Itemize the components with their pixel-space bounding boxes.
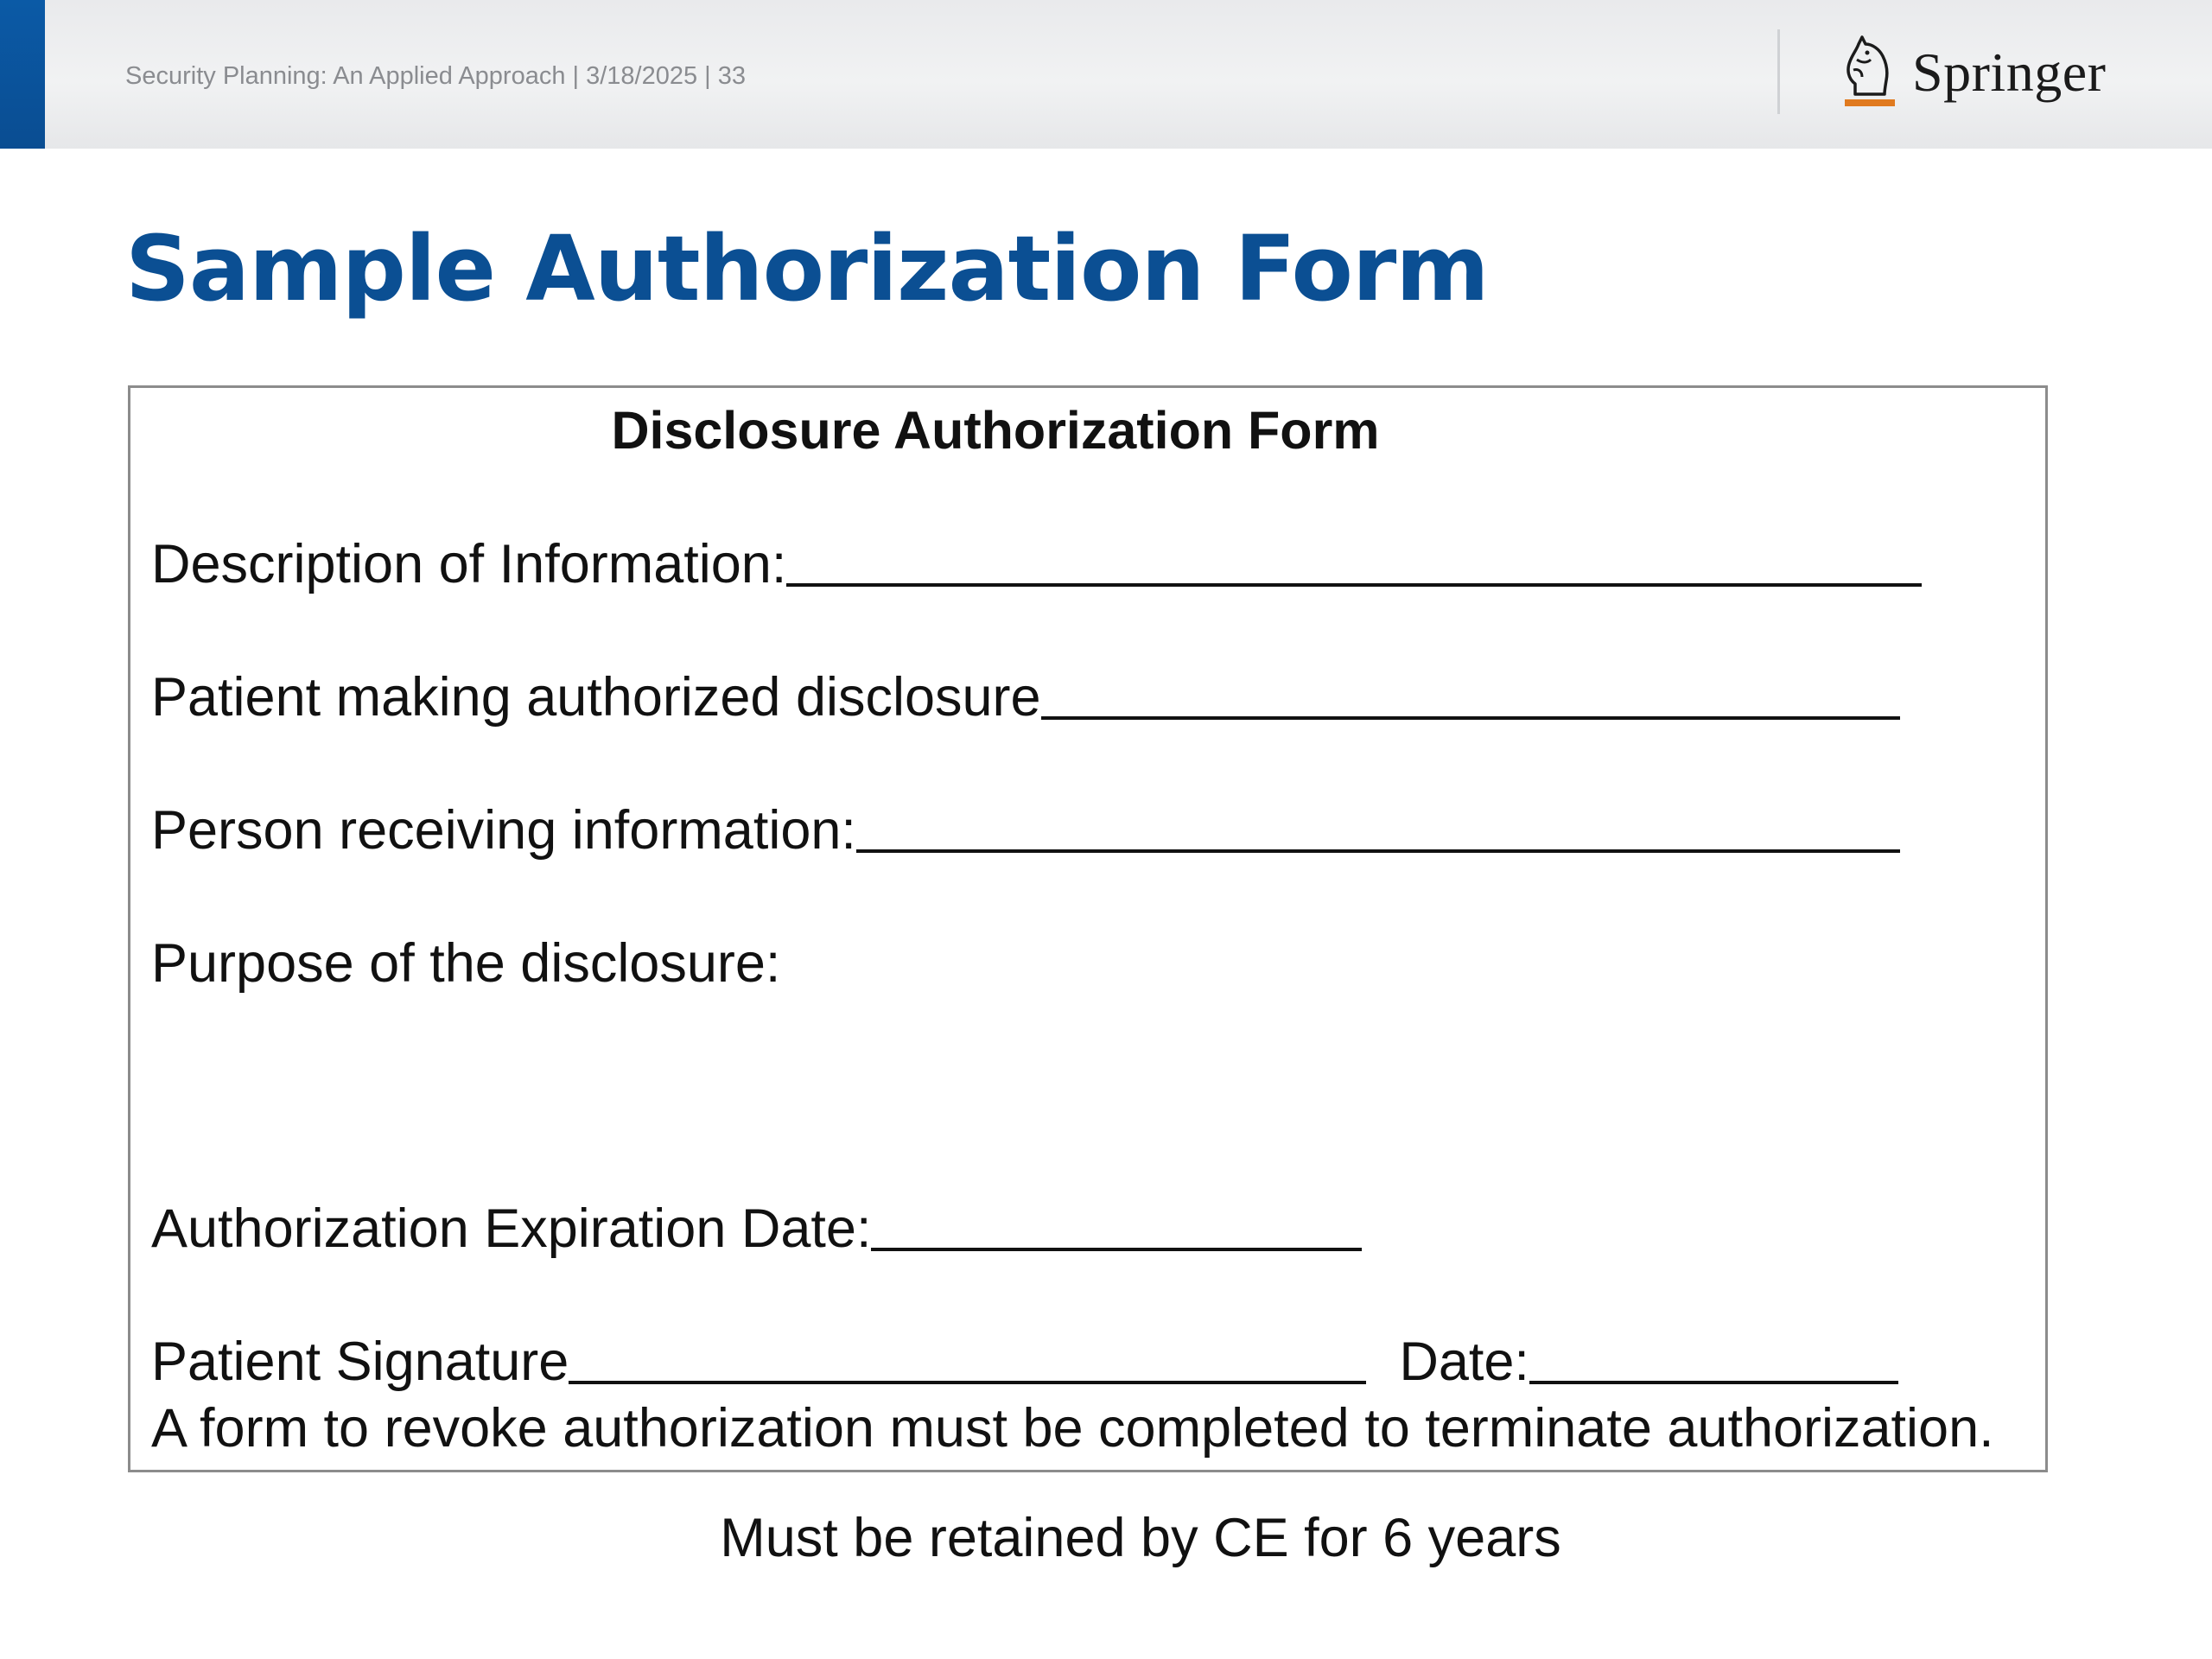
date-blank[interactable] (1529, 1381, 1898, 1384)
purpose-label: Purpose of the disclosure: (151, 933, 781, 994)
patient-disclosing-blank[interactable] (1041, 716, 1900, 720)
springer-logo (1836, 31, 2106, 113)
expiration-label: Authorization Expiration Date: (151, 1198, 872, 1259)
brand-name: Springer (1912, 41, 2107, 103)
signature-label: Patient Signature (151, 1332, 569, 1392)
person-receiving-label: Person receiving information: (151, 800, 856, 861)
patient-disclosing-field (151, 666, 1900, 728)
slide-header (0, 0, 2212, 149)
signature-blank[interactable] (569, 1381, 1366, 1384)
expiration-field (151, 1198, 1362, 1260)
date-label: Date: (1399, 1332, 1529, 1392)
retention-note: Must be retained by CE for 6 years (720, 1508, 1561, 1568)
header-meta-text: Security Planning: An Applied Approach | 3/18/2025 | 33 (125, 62, 747, 90)
form-heading: Disclosure Authorization Form (611, 401, 1380, 460)
person-receiving-blank[interactable] (856, 849, 1900, 853)
header-divider (1777, 29, 1780, 114)
header-accent-bar (0, 0, 45, 149)
chess-knight-icon (1836, 34, 1902, 111)
slide-title: Sample Authorization Form (125, 216, 1489, 321)
description-field (151, 533, 1922, 595)
description-label: Description of Information: (151, 534, 787, 594)
patient-disclosing-label: Patient making authorized disclosure (151, 667, 1041, 728)
revocation-notice: A form to revoke authorization must be completed to terminate authorization. (151, 1398, 1994, 1459)
purpose-field (151, 932, 780, 995)
expiration-blank[interactable] (871, 1248, 1362, 1251)
signature-field (151, 1331, 1898, 1393)
description-blank[interactable] (786, 583, 1922, 587)
person-receiving-field (151, 799, 1900, 861)
